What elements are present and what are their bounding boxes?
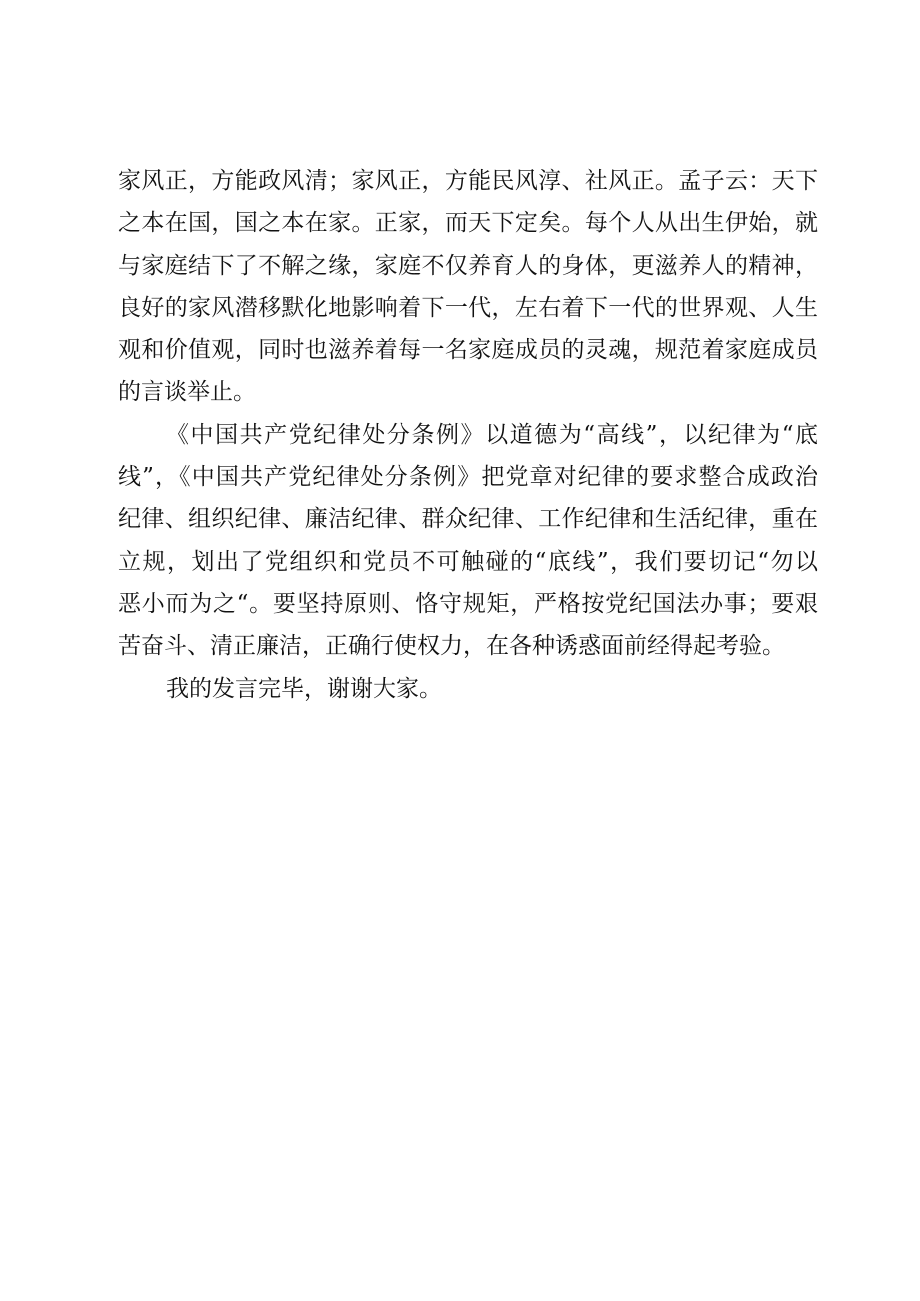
paragraph-line: 立规，划出了党组织和党员不可触碰的“底线”，我们要切记“勿以 xyxy=(118,548,818,575)
paragraph-line: 的言谈举止。 xyxy=(118,379,256,406)
paragraph-line: 纪律、组织纪律、廉洁纪律、群众纪律、工作纪律和生活纪律，重在 xyxy=(118,506,818,533)
paragraph-line: 线”，《中国共产党纪律处分条例》把党章对纪律的要求整合成政治 xyxy=(118,464,818,491)
paragraph-line: 恶小而为之“。要坚持原则、恪守规矩，严格按党纪国法办事；要艰 xyxy=(118,590,818,617)
paragraph-closing xyxy=(118,668,818,710)
paragraph-party-discipline xyxy=(118,414,818,668)
document-body xyxy=(118,160,818,710)
paragraph-line: 之本在国，国之本在家。正家，而天下定矣。每个人从出生伊始，就 xyxy=(118,210,818,237)
paragraph-line: 家风正，方能政风清；家风正，方能民风淳、社风正。孟子云：天下 xyxy=(118,168,818,194)
closing-line: 我的发言完毕，谢谢大家。 xyxy=(166,675,442,702)
paragraph-family-values xyxy=(118,160,818,414)
paragraph-line: 良好的家风潜移默化地影响着下一代，左右着下一代的世界观、人生 xyxy=(118,294,818,321)
paragraph-line: 观和价值观，同时也滋养着每一名家庭成员的灵魂，规范着家庭成员 xyxy=(118,337,818,364)
paragraph-line: 与家庭结下了不解之缘，家庭不仅养育人的身体，更滋养人的精神， xyxy=(118,252,818,279)
paragraph-line: 苦奋斗、清正廉洁，正确行使权力，在各种诱惑面前经得起考验。 xyxy=(118,633,785,660)
paragraph-line: 《中国共产党纪律处分条例》以道德为“高线”，以纪律为“底 xyxy=(166,421,818,448)
